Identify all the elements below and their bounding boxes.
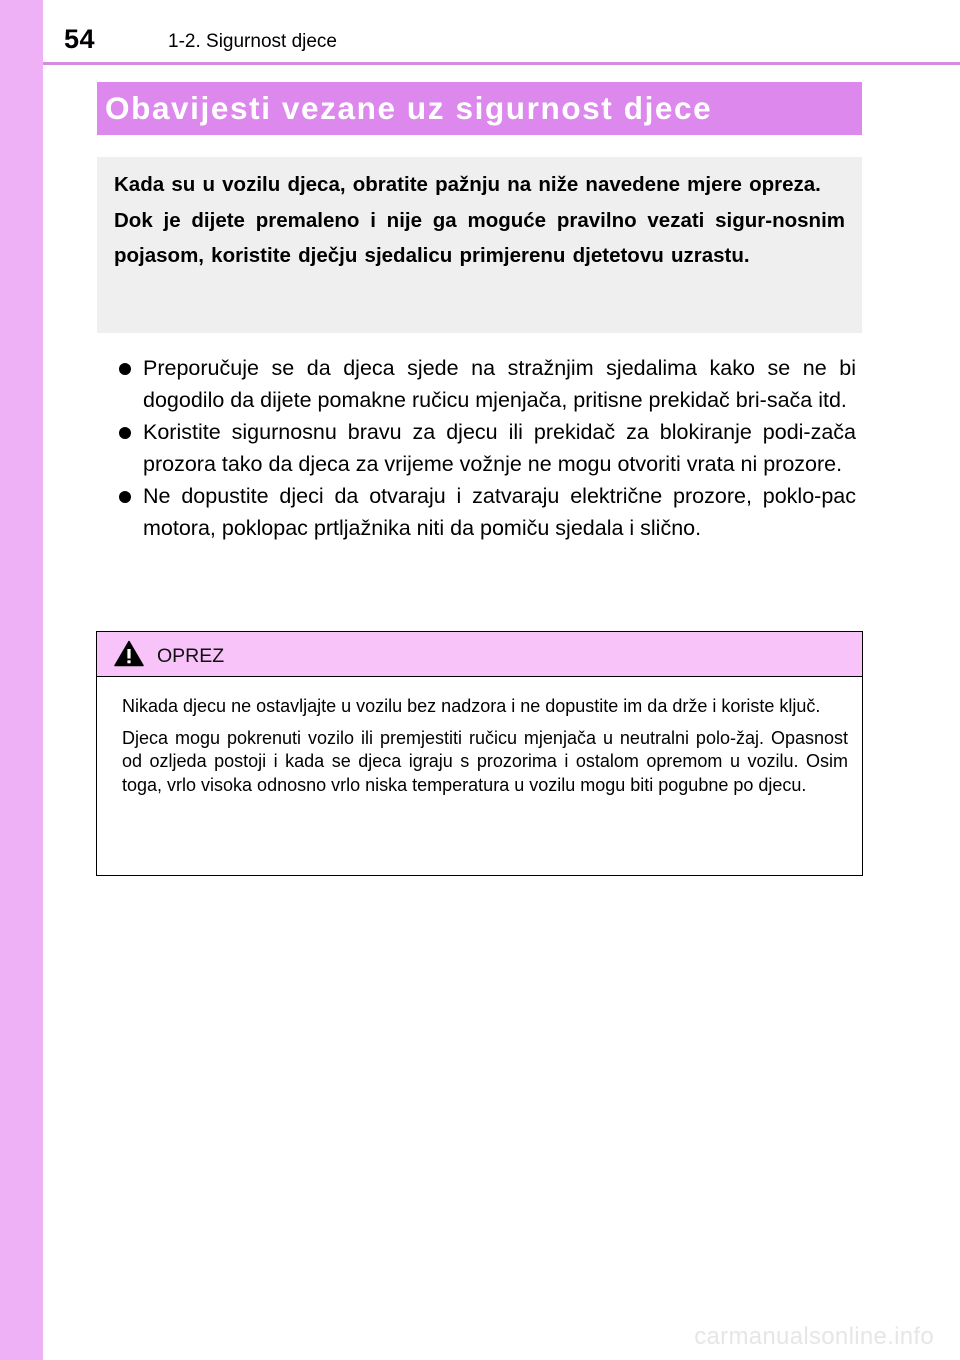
caution-paragraph-1: Nikada djecu ne ostavljajte u vozilu bez nadzora i ne dopustite im da drže i koriste ključ. bbox=[122, 696, 821, 716]
title-bar bbox=[97, 82, 862, 135]
intro-box bbox=[97, 157, 862, 333]
warning-triangle-icon bbox=[114, 640, 144, 667]
bullet-list bbox=[118, 353, 856, 545]
list-item bbox=[118, 353, 856, 416]
list-item-text: Ne dopustite djeci da otvaraju i zatvaraju električne prozore, poklo-pac motora, poklopac prtljažnika niti da pomiču sjedala i slično. bbox=[143, 484, 856, 540]
caution-box bbox=[96, 631, 863, 876]
caution-label: OPREZ bbox=[157, 645, 225, 667]
intro-paragraph-1: Kada su u vozilu djeca, obratite pažnju na niže navedene mjere opreza. bbox=[114, 173, 821, 196]
caution-paragraph-2: Djeca mogu pokrenuti vozilo ili premjestiti ručicu mjenjača u neutralni polo-žaj. Opasnost od ozljeda postoji i kada se djeca igraju s prozorima i ostalom opremom u vozilu. Osim toga, vrlo visoka odnosno vrlo niska temperatura u vozilu mogu biti pogubne po djecu. bbox=[122, 727, 848, 795]
intro-paragraph-2: Dok je dijete premaleno i nije ga moguće pravilno vezati sigur-nosnim pojasom, koristite dječju sjedalicu primjerenu djetetovu uzrastu. bbox=[114, 208, 845, 267]
list-item-text: Preporučuje se da djeca sjede na stražnjim sjedalima kako se ne bi dogodilo da dijete pomakne ručicu mjenjača, pritisne prekidač bri-sača itd. bbox=[143, 356, 856, 412]
list-item bbox=[118, 481, 856, 544]
caution-body bbox=[97, 677, 862, 797]
page-title: Obavijesti vezane uz sigurnost djece bbox=[105, 90, 713, 126]
page-number: 54 bbox=[64, 24, 96, 54]
caution-header bbox=[97, 632, 862, 677]
bullet-icon bbox=[119, 363, 131, 375]
watermark[interactable]: carmanualsonline.info bbox=[694, 1323, 934, 1350]
side-color-band bbox=[0, 0, 43, 1360]
list-item bbox=[118, 417, 856, 480]
list-item-text: Koristite sigurnosnu bravu za djecu ili prekidač za blokiranje podi-zača prozora tako da djeca za vrijeme vožnje ne mogu otvoriti vrata ni prozore. bbox=[143, 420, 856, 476]
section-heading: 1-2. Sigurnost djece bbox=[168, 31, 337, 52]
bullet-icon bbox=[119, 491, 131, 503]
header-divider bbox=[43, 62, 960, 65]
bullet-icon bbox=[119, 427, 131, 439]
